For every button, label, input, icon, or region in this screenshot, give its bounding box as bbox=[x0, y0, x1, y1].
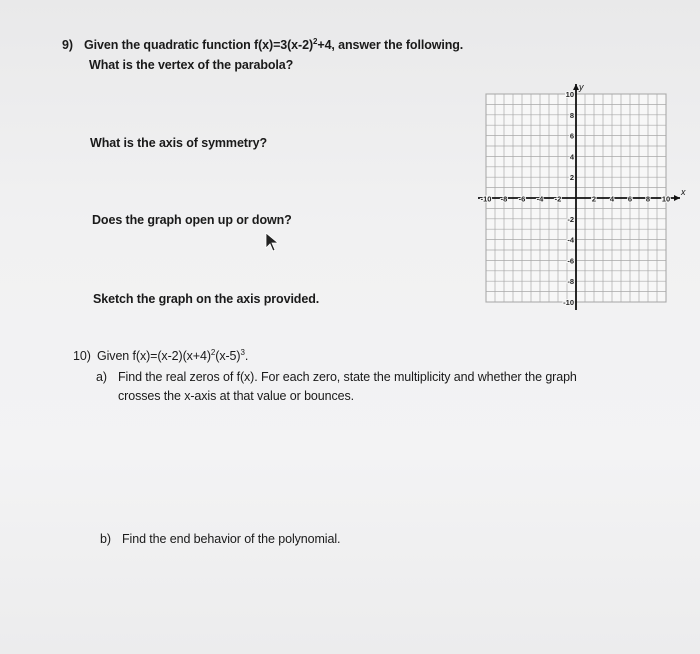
q9-number: 9) bbox=[62, 38, 73, 52]
q9-vertex-question: What is the vertex of the parabola? bbox=[89, 58, 294, 72]
y-tick-label: 4 bbox=[569, 152, 574, 162]
coordinate-grid bbox=[478, 82, 688, 312]
q9-axis-question: What is the axis of symmetry? bbox=[90, 136, 268, 150]
x-tick-label: -6 bbox=[518, 194, 526, 204]
q9-prompt-tail: +4, answer the following. bbox=[317, 38, 464, 52]
y-tick-label: 8 bbox=[569, 110, 574, 120]
y-tick-label: 2 bbox=[569, 173, 574, 183]
q10-number: 10) bbox=[73, 349, 91, 363]
q10a-line1 bbox=[96, 370, 577, 384]
q10-prompt-b: (x-5) bbox=[215, 349, 241, 363]
q9-sketch-instruction: Sketch the graph on the axis provided. bbox=[93, 292, 320, 306]
y-tick-label: -10 bbox=[563, 298, 574, 307]
x-tick-label: -10 bbox=[480, 194, 492, 204]
q10b-line bbox=[100, 532, 340, 546]
y-tick-label: 6 bbox=[569, 131, 574, 141]
q10-prompt-a: Given f(x)=(x-2)(x+4) bbox=[97, 349, 211, 363]
x-tick-label: -4 bbox=[536, 194, 544, 204]
q9-prompt: Given the quadratic function f(x)=3(x-2) bbox=[84, 38, 314, 52]
coordinate-grid-svg bbox=[478, 82, 688, 312]
y-tick-label: 10 bbox=[565, 90, 574, 99]
q9-prompt-exponent: 2 bbox=[313, 36, 318, 46]
y-tick-label: -2 bbox=[567, 214, 574, 224]
q10-prompt-line bbox=[73, 349, 248, 363]
x-tick-label: 4 bbox=[609, 194, 615, 204]
x-tick-label: 6 bbox=[627, 194, 633, 204]
q10a-line2: crosses the x-axis at that value or bounces. bbox=[118, 389, 354, 403]
x-tick-label: 10 bbox=[661, 194, 671, 204]
x-tick-label: 2 bbox=[591, 194, 597, 204]
y-tick-label: -4 bbox=[567, 235, 574, 245]
q10b-label: b) bbox=[100, 532, 111, 546]
q10a-text: Find the real zeros of f(x). For each zero, state the multiplicity and whether the graph bbox=[118, 370, 577, 384]
x-tick-label: -2 bbox=[554, 194, 562, 204]
x-tick-label: -8 bbox=[500, 194, 508, 204]
y-axis-label: y bbox=[579, 82, 584, 92]
q9-prompt-line bbox=[62, 38, 463, 52]
q10b-text: Find the end behavior of the polynomial. bbox=[122, 532, 341, 546]
q10a-label: a) bbox=[96, 370, 107, 384]
q10-exponent-1: 2 bbox=[210, 347, 216, 357]
mouse-cursor-icon bbox=[265, 232, 279, 252]
q9-open-question: Does the graph open up or down? bbox=[92, 213, 292, 227]
x-tick-label: 8 bbox=[645, 194, 651, 204]
y-tick-label: -8 bbox=[567, 277, 574, 287]
y-tick-label: -6 bbox=[567, 256, 574, 266]
x-axis-label: x bbox=[681, 187, 686, 197]
q10-prompt-c: . bbox=[244, 349, 249, 363]
q10-exponent-2: 3 bbox=[240, 347, 245, 357]
x-axis-arrow bbox=[674, 195, 680, 201]
